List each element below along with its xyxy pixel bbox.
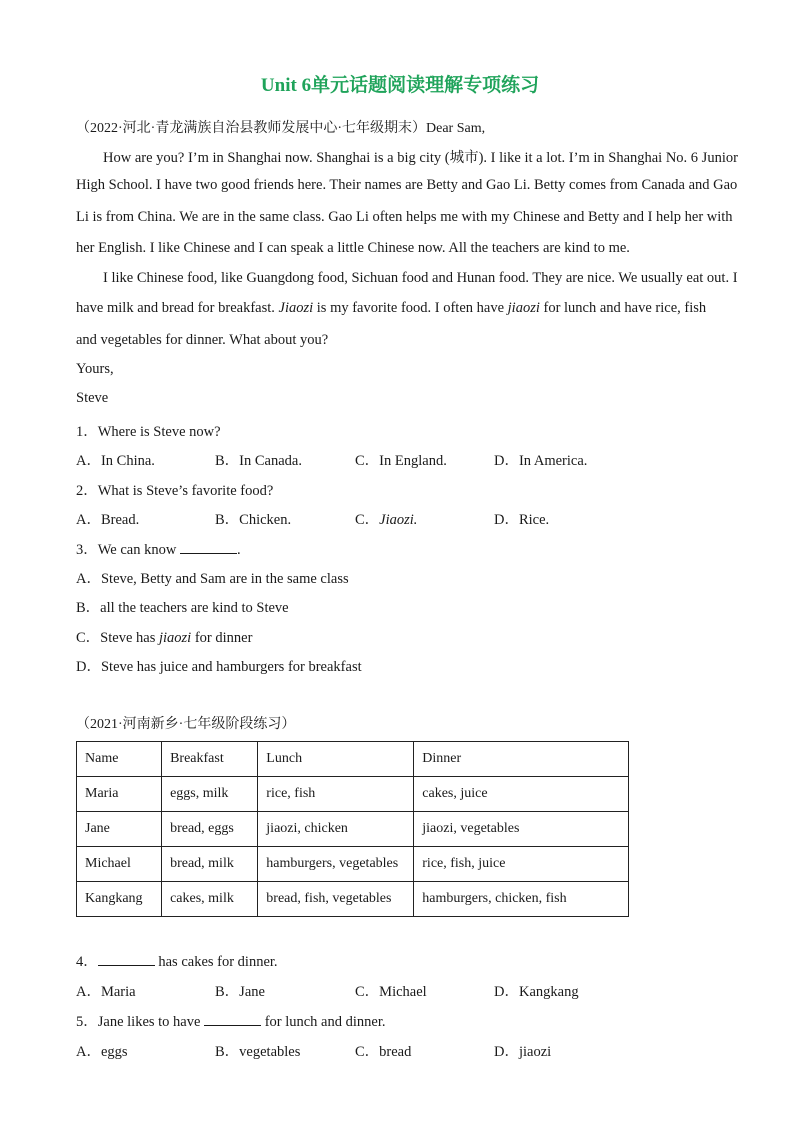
passage1-para2-line3: and vegetables for dinner. What about you? xyxy=(76,332,329,348)
italic-word: Jiaozi xyxy=(278,300,314,316)
table-cell: Jane xyxy=(77,812,162,847)
passage2-source: （2021·河南新乡·七年级阶段练习） xyxy=(76,717,296,732)
table-header-cell: Name xyxy=(77,742,162,777)
question-text: . xyxy=(236,542,241,558)
table-row xyxy=(77,847,629,882)
table-cell: jiaozi, vegetables xyxy=(414,812,629,847)
passage1-header xyxy=(76,117,736,137)
table-header-cell: Dinner xyxy=(414,742,629,777)
question-2: 2．What is Steve’s favorite food? xyxy=(76,483,274,499)
option-a[interactable]: A．Maria xyxy=(76,984,136,1000)
table-cell: jiaozi, chicken xyxy=(258,812,414,847)
passage1-source: （2022·河北·青龙满族自治县教师发展中心·七年级期末） xyxy=(76,121,426,136)
option-label: C． xyxy=(355,512,380,528)
option-c[interactable]: C．bread xyxy=(355,1044,412,1060)
option-c[interactable]: C．Michael xyxy=(355,984,427,1000)
letter-greeting: Dear Sam, xyxy=(426,121,486,136)
option-d[interactable]: D．Rice. xyxy=(494,512,550,528)
option-b[interactable]: B．all the teachers are kind to Steve xyxy=(76,600,289,616)
italic-word: jiaozi xyxy=(507,300,540,316)
table-row xyxy=(77,812,629,847)
table-cell: Michael xyxy=(77,847,162,882)
table-cell: Kangkang xyxy=(77,882,162,917)
table-cell: Maria xyxy=(77,777,162,812)
question-4 xyxy=(76,950,736,971)
option-c[interactable] xyxy=(76,626,736,647)
passage1-para1-line4: her English. I like Chinese and I can speak a little Chinese now. All the teachers are kind to me. xyxy=(76,240,630,256)
option-a[interactable]: A．Steve, Betty and Sam are in the same class xyxy=(76,571,349,587)
question-2-options xyxy=(76,508,696,528)
passage1-para1-line3: Li is from China. We are in the same class. Gao Li often helps me with my Chinese and Betty and I help her with xyxy=(76,209,733,225)
option-b[interactable]: B．Jane xyxy=(215,984,265,1000)
question-4-options xyxy=(76,980,696,1000)
italic-word: Jiaozi. xyxy=(379,512,418,528)
option-b[interactable]: B．In Canada. xyxy=(215,453,302,469)
table-row xyxy=(77,882,629,917)
letter-signature: Steve xyxy=(76,390,109,406)
question-1: 1．Where is Steve now? xyxy=(76,424,221,440)
italic-word: jiaozi xyxy=(158,630,192,646)
text-run: is my favorite food. I often have xyxy=(313,300,508,316)
table-cell: rice, fish xyxy=(258,777,414,812)
option-a[interactable]: A．eggs xyxy=(76,1044,128,1060)
passage1-para1-line1: How are you? I’m in Shanghai now. Shanghai is a big city (城市). I like it a lot. I’m in Shanghai No. 6 Junior xyxy=(103,150,738,166)
option-c[interactable] xyxy=(355,508,417,529)
text-run: C．Steve has xyxy=(76,630,159,646)
passage1-para1-line2: High School. I have two good friends here. Their names are Betty and Gao Li. Betty comes from Canada and Gao xyxy=(76,177,738,193)
table-cell: cakes, milk xyxy=(162,882,258,917)
table-cell: bread, eggs xyxy=(162,812,258,847)
table-row xyxy=(77,777,629,812)
table-header-cell: Breakfast xyxy=(162,742,258,777)
passage1-para2-line2 xyxy=(76,300,736,317)
answer-blank xyxy=(204,1012,261,1026)
text-run: for dinner xyxy=(191,630,253,646)
table-cell: rice, fish, juice xyxy=(414,847,629,882)
question-text: for lunch and dinner. xyxy=(261,1014,386,1030)
passage1-para2-line1: I like Chinese food, like Guangdong food, Sichuan food and Hunan food. They are nice. We usually eat out. I xyxy=(103,270,738,286)
question-text: 3．We can know xyxy=(76,542,180,558)
table-cell: eggs, milk xyxy=(162,777,258,812)
question-5 xyxy=(76,1010,736,1031)
option-d[interactable]: D．In America. xyxy=(494,453,588,469)
text-run: have milk and bread for breakfast. xyxy=(76,300,279,316)
question-3 xyxy=(76,538,736,559)
table-header-row xyxy=(77,742,629,777)
option-b[interactable]: B．vegetables xyxy=(215,1044,301,1060)
option-b[interactable]: B．Chicken. xyxy=(215,512,292,528)
question-text: 5．Jane likes to have xyxy=(76,1014,205,1030)
option-a[interactable]: A．In China. xyxy=(76,453,155,469)
table-cell: hamburgers, vegetables xyxy=(258,847,414,882)
answer-blank xyxy=(180,540,237,554)
option-c[interactable]: C．In England. xyxy=(355,453,447,469)
option-d[interactable]: D．Kangkang xyxy=(494,984,579,1000)
answer-blank xyxy=(98,952,155,966)
table-cell: bread, fish, vegetables xyxy=(258,882,414,917)
question-text: 4． xyxy=(76,954,98,970)
text-run: for lunch and have rice, fish xyxy=(539,300,707,316)
option-d[interactable]: D．Steve has juice and hamburgers for breakfast xyxy=(76,659,362,675)
question-text: has cakes for dinner. xyxy=(154,954,278,970)
question-1-options xyxy=(76,449,696,469)
table-cell: bread, milk xyxy=(162,847,258,882)
meals-table xyxy=(76,741,629,917)
table-cell: hamburgers, chicken, fish xyxy=(414,882,629,917)
table-header-cell: Lunch xyxy=(258,742,414,777)
letter-closing: Yours, xyxy=(76,361,114,377)
table-cell: cakes, juice xyxy=(414,777,629,812)
option-d[interactable]: D．jiaozi xyxy=(494,1044,552,1060)
page-title: Unit 6单元话题阅读理解专项练习 xyxy=(260,75,540,96)
option-a[interactable]: A．Bread. xyxy=(76,512,140,528)
question-5-options xyxy=(76,1040,696,1060)
